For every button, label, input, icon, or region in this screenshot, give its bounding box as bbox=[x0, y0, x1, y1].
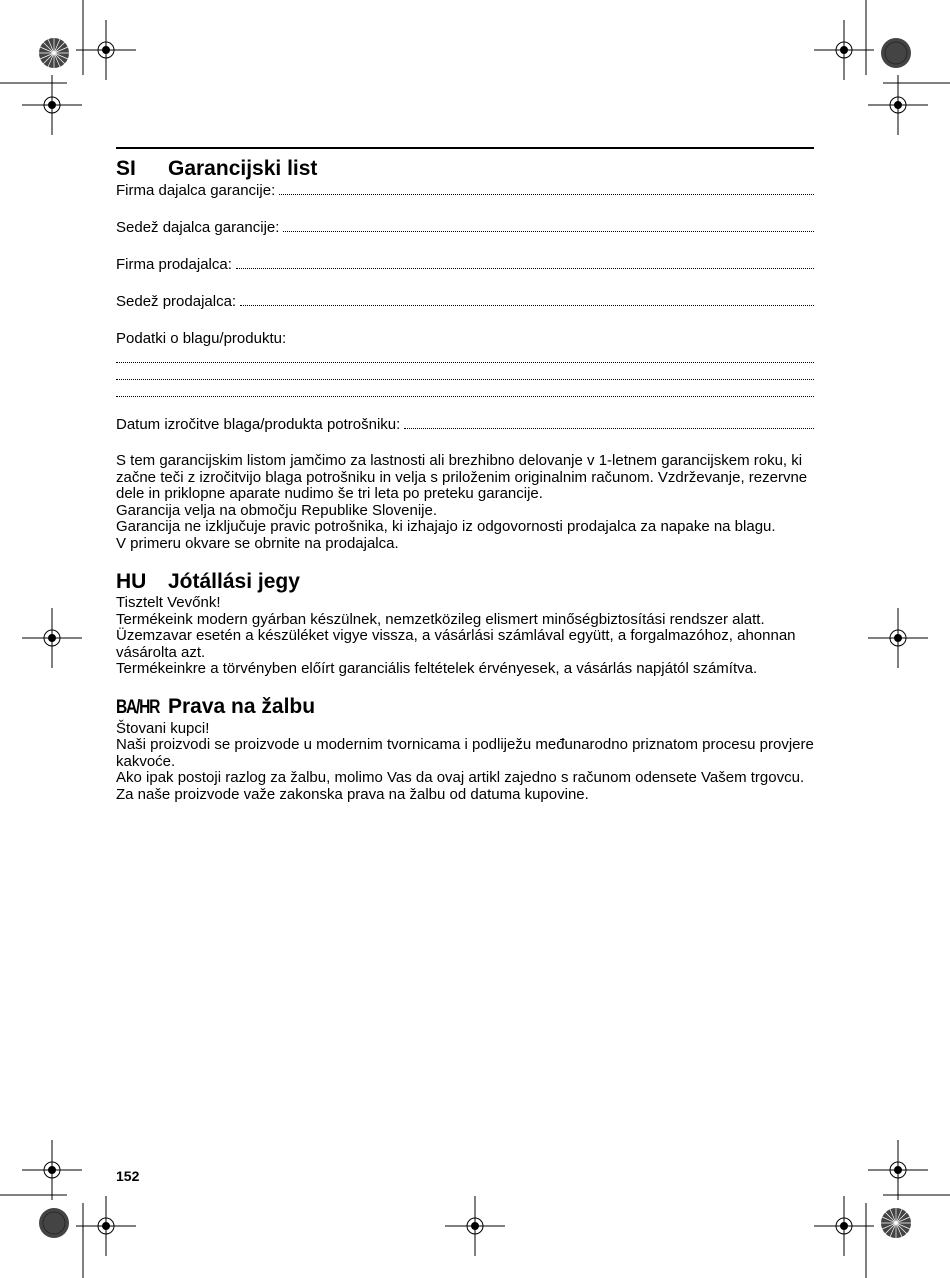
crosshair-mark-bottom-right-1 bbox=[814, 1196, 874, 1256]
product-data-line-1[interactable] bbox=[116, 348, 814, 363]
product-data-line-3[interactable] bbox=[116, 382, 814, 397]
hu-paragraph: Termékeink modern gyárban készülnek, nemzetközileg elismert minőségbiztosítási rendszer alatt. bbox=[116, 610, 765, 628]
dotted-fill-line[interactable] bbox=[240, 293, 814, 306]
product-data-label: Podatki o blagu/produktu: bbox=[116, 330, 287, 347]
crosshair-mark-bottom-right-2 bbox=[868, 1140, 928, 1200]
si-paragraph: S tem garancijskim listom jamčimo za lastnosti ali brezhibno delovanje v 1-letnem garancijskem roku, ki začne teči z izročitvijo blaga potrošniku in velja s priloženim originalnim računom. Vzdrževanje, rezervne dele in priklopne aparate nudimo še tri leta po preteku garancije. bbox=[116, 452, 808, 502]
field-guarantor-seat[interactable] bbox=[116, 219, 814, 237]
si-heading bbox=[116, 156, 814, 182]
field-label: Datum izročitve blaga/produkta potrošniku: bbox=[116, 416, 401, 433]
field-label: Sedež dajalca garancije: bbox=[116, 219, 280, 236]
si-paragraph: Garancija velja na območju Republike Slovenije. bbox=[116, 501, 438, 519]
hu-paragraph: Üzemzavar esetén a készüléket vigye vissza, a vásárlási számlával együtt, a forgalmazóhoz, ahonnan vásárolta azt. bbox=[116, 627, 796, 661]
dotted-fill-line[interactable] bbox=[404, 416, 814, 429]
dotted-fill-line[interactable] bbox=[279, 182, 814, 195]
si-title: Garancijski list bbox=[168, 157, 318, 180]
hu-paragraph: Termékeinkre a törvényben előírt garanciális feltételek érvényesek, a vásárlás napjától számítva. bbox=[116, 660, 758, 677]
field-label: Sedež prodajalca: bbox=[116, 293, 237, 310]
crosshair-mark-middle-right bbox=[868, 608, 928, 668]
ba-hr-title: Prava na žalbu bbox=[168, 694, 316, 718]
ba-hr-heading bbox=[116, 694, 814, 721]
crosshair-mark-bottom-center bbox=[445, 1196, 505, 1256]
top-rule bbox=[116, 147, 814, 149]
field-guarantor-company[interactable] bbox=[116, 182, 814, 200]
field-seller-seat[interactable] bbox=[116, 293, 814, 311]
field-seller-company[interactable] bbox=[116, 256, 814, 274]
ba-hr-paragraph: Naši proizvodi se proizvode u modernim tvornicama i podliježu međunarodno priznatom procesu provjere kakvoće. bbox=[116, 736, 814, 770]
warranty-page-content bbox=[116, 147, 814, 803]
product-data-block bbox=[116, 330, 814, 397]
hu-heading bbox=[116, 569, 814, 595]
crosshair-mark-middle-left bbox=[22, 608, 82, 668]
crosshair-mark-top-right-2 bbox=[868, 75, 928, 135]
crosshair-mark-bottom-left-1 bbox=[76, 1196, 136, 1256]
si-paragraph: V primeru okvare se obrnite na prodajalca. bbox=[116, 534, 399, 552]
crosshair-mark-top-right-1 bbox=[814, 20, 874, 80]
ba-hr-paragraph: Štovani kupci! bbox=[116, 719, 210, 737]
starburst-target-bottom-right bbox=[881, 1208, 911, 1238]
ba-hr-paragraph: Ako ipak postoji razlog za žalbu, molimo Vas da ovaj artikl zajedno s računom odensete Vašem trgovcu. bbox=[116, 769, 805, 786]
hu-language-code: HU bbox=[116, 570, 147, 593]
ba-hr-paragraph: Za naše proizvode važe zakonska prava na žalbu od datuma kupovine. bbox=[116, 785, 589, 803]
si-paragraph: Garancija ne izključuje pravic potrošnika, ki izhajajo iz odgovornosti prodajalca za napake na blagu. bbox=[116, 518, 776, 535]
dotted-fill-line[interactable] bbox=[236, 256, 814, 269]
hu-paragraph: Tisztelt Vevőnk! bbox=[116, 594, 221, 611]
crosshair-mark-bottom-left-2 bbox=[22, 1140, 82, 1200]
product-data-line-2[interactable] bbox=[116, 365, 814, 380]
si-language-code: SI bbox=[116, 157, 136, 180]
starburst-target-top-left bbox=[39, 38, 69, 68]
page-number: 152 bbox=[116, 1168, 140, 1184]
field-label: Firma prodajalca: bbox=[116, 256, 232, 273]
dotted-fill-line[interactable] bbox=[283, 219, 814, 232]
crosshair-mark-top-left-2 bbox=[22, 75, 82, 135]
crosshair-mark-top-left-1 bbox=[76, 20, 136, 80]
field-delivery-date[interactable] bbox=[116, 416, 814, 434]
solid-target-bottom-left bbox=[39, 1208, 69, 1238]
solid-target-top-right bbox=[881, 38, 911, 68]
ba-hr-language-code: BA/HR bbox=[116, 696, 160, 718]
field-label: Firma dajalca garancije: bbox=[116, 182, 276, 199]
hu-title: Jótállási jegy bbox=[168, 570, 300, 593]
